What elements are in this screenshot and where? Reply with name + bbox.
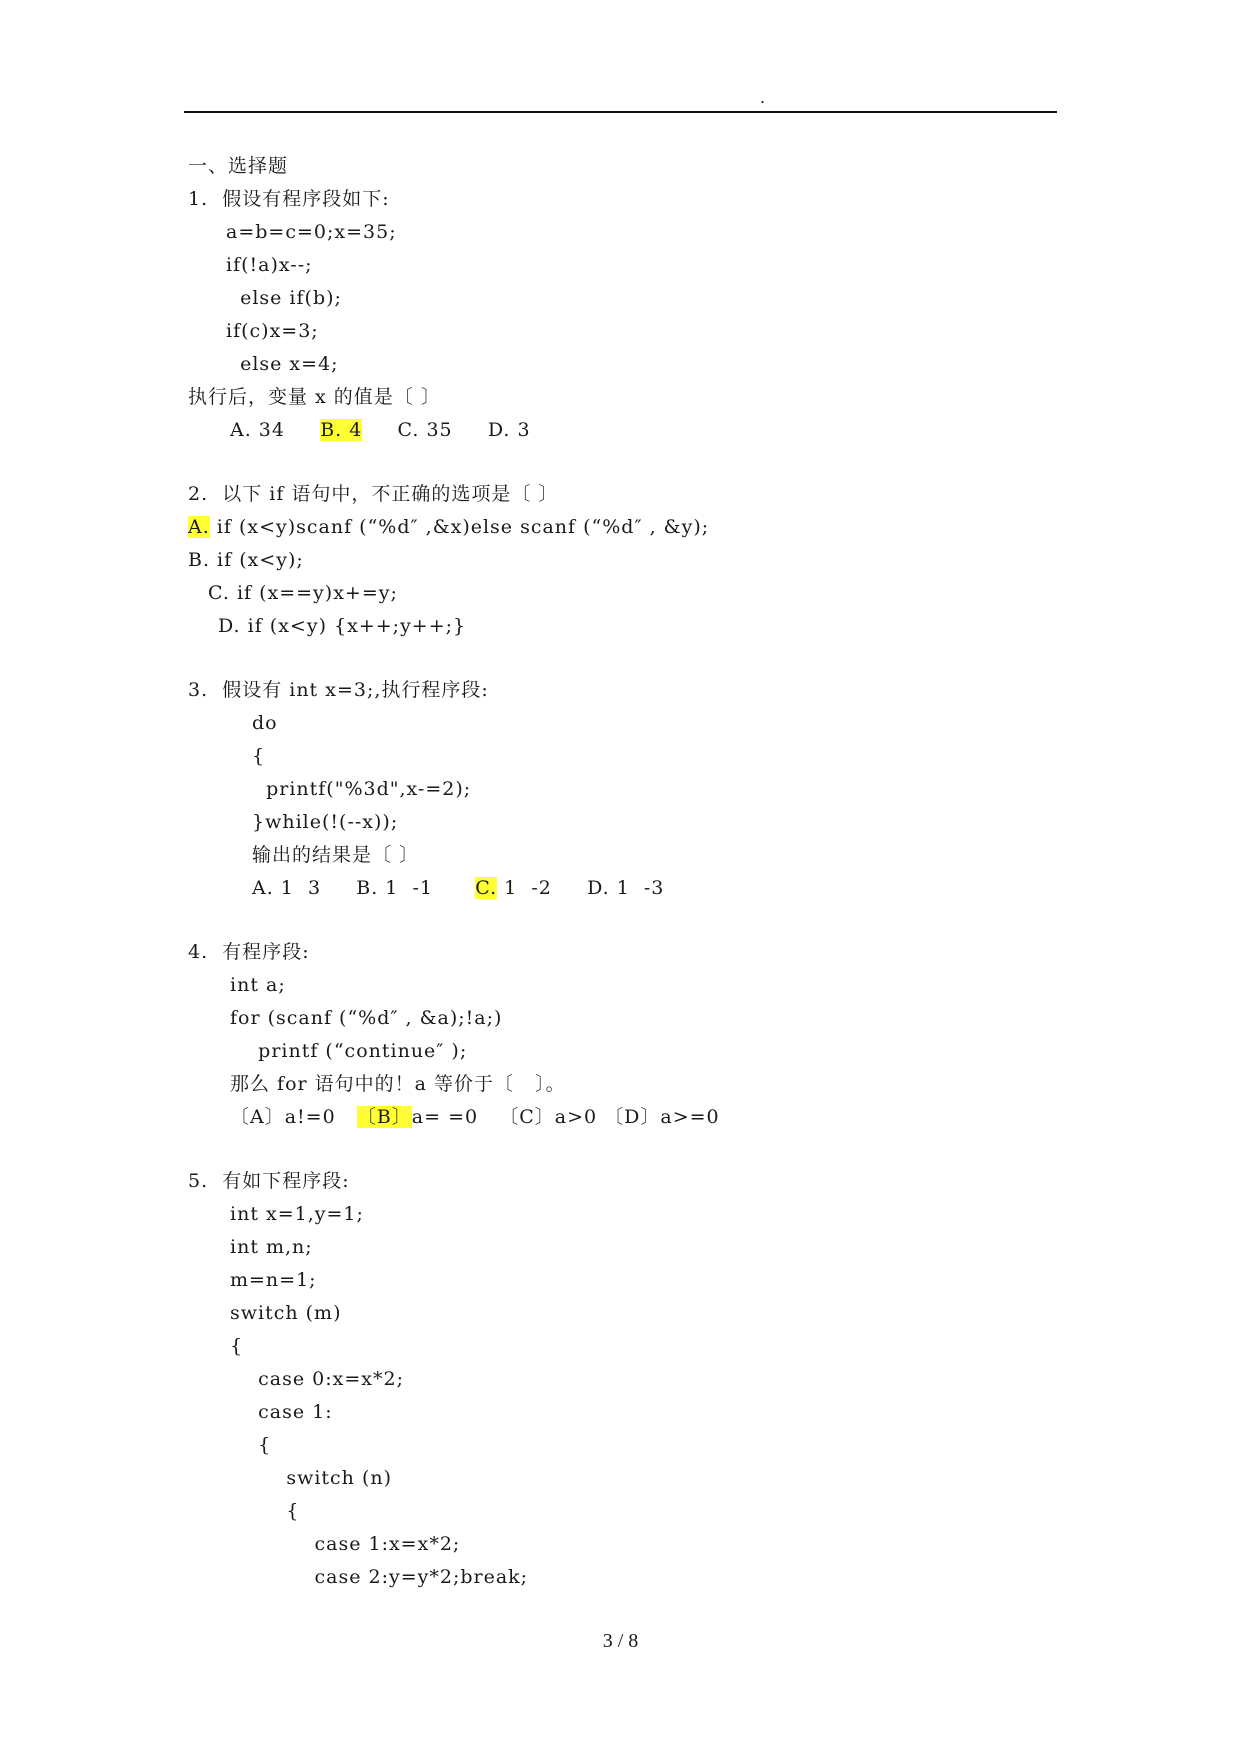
- option-b-label-highlighted: 〔B〕: [356, 1106, 412, 1128]
- code-line: if(c)x=3;: [226, 320, 319, 342]
- question-1: [188, 183, 1058, 447]
- option-a: A. 34: [230, 419, 285, 441]
- option-d: D. 3: [487, 419, 531, 441]
- option-c: C. if (x==y)x+=y;: [208, 582, 398, 604]
- code-line: a=b=c=0;x=35;: [226, 221, 397, 243]
- code-line: case 1:x=x*2;: [230, 1533, 461, 1555]
- options-row: [188, 414, 1058, 447]
- options-row: [188, 872, 1058, 905]
- code-line: {: [230, 1335, 244, 1357]
- section-title: 一、选择题: [188, 155, 289, 177]
- option-c-text: 1 -2: [497, 877, 552, 899]
- question-title: 5. 有如下程序段:: [188, 1170, 350, 1192]
- header-mark: .: [760, 88, 766, 107]
- code-line: switch (m): [230, 1302, 342, 1324]
- code-line: {: [230, 1500, 300, 1522]
- option-a-row: [188, 511, 1058, 544]
- code-line: do: [252, 712, 278, 734]
- option-c: C. 35: [397, 419, 453, 441]
- code-line: case 2:y=y*2;break;: [230, 1566, 529, 1588]
- option-a: A. 1 3: [252, 877, 322, 899]
- option-d: 〔D〕a>=0: [604, 1106, 720, 1128]
- question-prompt: 输出的结果是〔 〕: [252, 844, 420, 866]
- document-body: [188, 150, 1058, 1594]
- question-prompt: 执行后，变量 x 的值是〔 〕: [188, 386, 441, 408]
- code-line: switch (n): [230, 1467, 393, 1489]
- question-title: 2. 以下 if 语句中，不正确的选项是〔 〕: [188, 483, 559, 505]
- code-line: case 0:x=x*2;: [230, 1368, 404, 1390]
- code-line: {: [252, 745, 266, 767]
- option-b: B. 1 -1: [356, 877, 433, 899]
- question-title: 1. 假设有程序段如下:: [188, 188, 390, 210]
- option-a-label-highlighted: A.: [188, 516, 210, 538]
- code-line: int a;: [230, 974, 286, 996]
- question-3: [188, 674, 1058, 905]
- option-d: D. if (x<y) {x++;y++;}: [218, 615, 467, 637]
- option-c-label-highlighted: C.: [475, 877, 498, 899]
- option-b-highlighted: B. 4: [320, 419, 363, 441]
- question-4: [188, 936, 1058, 1134]
- code-line: printf("%3d",x-=2);: [252, 778, 472, 800]
- question-title: 3. 假设有 int x=3;,执行程序段:: [188, 679, 489, 701]
- code-line: for (scanf (“%d″ , &a);!a;): [230, 1007, 503, 1029]
- code-line: int m,n;: [230, 1236, 313, 1258]
- options-row: [188, 1101, 1058, 1134]
- code-line: {: [230, 1434, 272, 1456]
- option-b-text: a= =0: [411, 1106, 479, 1128]
- question-5: [188, 1165, 1058, 1594]
- question-title: 4. 有程序段:: [188, 941, 310, 963]
- page-number: 3 / 8: [602, 1630, 639, 1652]
- option-b: B. if (x<y);: [188, 549, 304, 571]
- code-line: int x=1,y=1;: [230, 1203, 364, 1225]
- code-line: else x=4;: [226, 353, 339, 375]
- question-2: [188, 478, 1058, 643]
- header-rule: [184, 111, 1057, 113]
- code-line: m=n=1;: [230, 1269, 317, 1291]
- code-line: case 1:: [230, 1401, 333, 1423]
- option-c: 〔C〕a>0: [499, 1106, 598, 1128]
- question-prompt: 那么 for 语句中的！a 等价于〔 〕。: [230, 1073, 566, 1095]
- option-d: D. 1 -3: [587, 877, 665, 899]
- code-line: if(!a)x--;: [226, 254, 313, 276]
- option-a: 〔A〕a!=0: [230, 1106, 336, 1128]
- option-a-text: if (x<y)scanf (“%d″ ,&x)else scanf (“%d″ , &y);: [209, 516, 710, 538]
- code-line: else if(b);: [226, 287, 342, 309]
- code-line: }while(!(--x));: [252, 811, 399, 833]
- code-line: printf (“continue″ );: [230, 1040, 468, 1062]
